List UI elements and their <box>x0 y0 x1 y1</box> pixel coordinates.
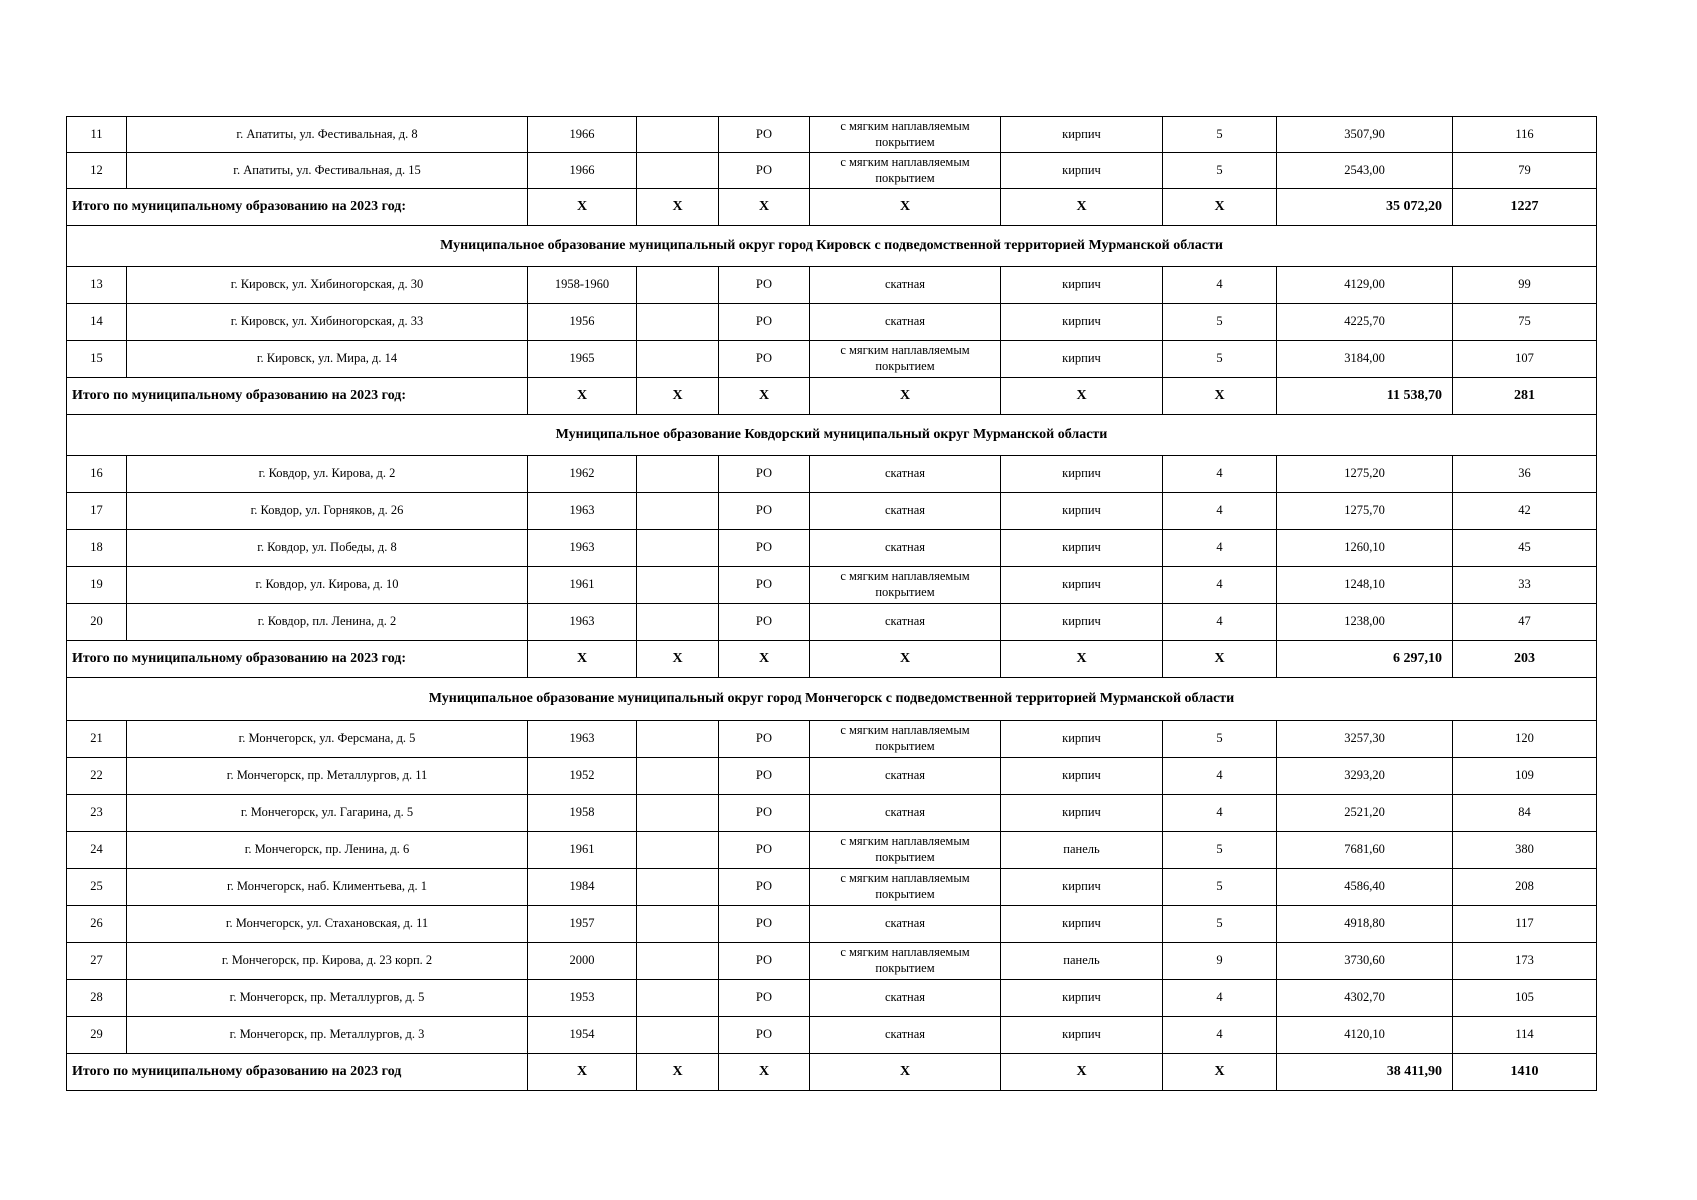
residents-cell: 109 <box>1453 758 1597 795</box>
residents-cell: 120 <box>1453 721 1597 758</box>
buildings-table <box>66 116 1597 1091</box>
total-x: X <box>528 189 637 226</box>
table-row <box>67 758 1597 795</box>
floors-cell: 5 <box>1163 869 1277 906</box>
address-cell: г. Мончегорск, пр. Кирова, д. 23 корп. 2 <box>127 943 528 980</box>
address-cell: г. Мончегорск, пр. Металлургов, д. 11 <box>127 758 528 795</box>
type-cell: РО <box>719 943 810 980</box>
empty-cell <box>637 795 719 832</box>
total-x: X <box>528 378 637 415</box>
area-cell: 4129,00 <box>1277 267 1453 304</box>
address-cell: г. Мончегорск, пр. Металлургов, д. 3 <box>127 1017 528 1054</box>
floors-cell: 5 <box>1163 341 1277 378</box>
year-cell: 1952 <box>528 758 637 795</box>
address-cell: г. Мончегорск, ул. Ферсмана, д. 5 <box>127 721 528 758</box>
material-cell: кирпич <box>1001 869 1163 906</box>
row-number: 11 <box>67 117 127 153</box>
year-cell: 1958-1960 <box>528 267 637 304</box>
total-area: 38 411,90 <box>1277 1054 1453 1091</box>
material-cell: кирпич <box>1001 153 1163 189</box>
material-cell: кирпич <box>1001 341 1163 378</box>
area-cell: 4120,10 <box>1277 1017 1453 1054</box>
residents-cell: 107 <box>1453 341 1597 378</box>
type-cell: РО <box>719 758 810 795</box>
material-cell: кирпич <box>1001 758 1163 795</box>
residents-cell: 173 <box>1453 943 1597 980</box>
residents-cell: 79 <box>1453 153 1597 189</box>
year-cell: 1958 <box>528 795 637 832</box>
type-cell: РО <box>719 869 810 906</box>
year-cell: 1963 <box>528 530 637 567</box>
year-cell: 1963 <box>528 604 637 641</box>
table-row <box>67 567 1597 604</box>
material-cell: кирпич <box>1001 1017 1163 1054</box>
table-row <box>67 1017 1597 1054</box>
area-cell: 2521,20 <box>1277 795 1453 832</box>
material-cell: кирпич <box>1001 721 1163 758</box>
area-cell: 4225,70 <box>1277 304 1453 341</box>
empty-cell <box>637 943 719 980</box>
year-cell: 1984 <box>528 869 637 906</box>
residents-cell: 84 <box>1453 795 1597 832</box>
total-x: X <box>637 1054 719 1091</box>
area-cell: 1238,00 <box>1277 604 1453 641</box>
table-row <box>67 304 1597 341</box>
table-row <box>67 906 1597 943</box>
type-cell: РО <box>719 980 810 1017</box>
type-cell: РО <box>719 1017 810 1054</box>
floors-cell: 4 <box>1163 493 1277 530</box>
table-row <box>67 604 1597 641</box>
address-cell: г. Кировск, ул. Мира, д. 14 <box>127 341 528 378</box>
floors-cell: 4 <box>1163 530 1277 567</box>
section-header-row <box>67 415 1597 456</box>
address-cell: г. Кировск, ул. Хибиногорская, д. 33 <box>127 304 528 341</box>
empty-cell <box>637 304 719 341</box>
row-number: 24 <box>67 832 127 869</box>
roof-cell: скатная <box>810 493 1001 530</box>
type-cell: РО <box>719 456 810 493</box>
year-cell: 1963 <box>528 721 637 758</box>
year-cell: 1965 <box>528 341 637 378</box>
year-cell: 1954 <box>528 1017 637 1054</box>
table-row <box>67 493 1597 530</box>
total-residents: 1227 <box>1453 189 1597 226</box>
address-cell: г. Апатиты, ул. Фестивальная, д. 15 <box>127 153 528 189</box>
floors-cell: 4 <box>1163 1017 1277 1054</box>
type-cell: РО <box>719 906 810 943</box>
table-row <box>67 153 1597 189</box>
floors-cell: 9 <box>1163 943 1277 980</box>
type-cell: РО <box>719 721 810 758</box>
roof-cell: с мягким наплавляемым покрытием <box>810 567 1001 604</box>
roof-cell: с мягким наплавляемым покрытием <box>810 117 1001 153</box>
type-cell: РО <box>719 341 810 378</box>
year-cell: 1961 <box>528 567 637 604</box>
total-label: Итого по муниципальному образованию на 2023 год: <box>67 641 528 678</box>
total-residents: 203 <box>1453 641 1597 678</box>
table-row <box>67 980 1597 1017</box>
material-cell: кирпич <box>1001 117 1163 153</box>
area-cell: 7681,60 <box>1277 832 1453 869</box>
address-cell: г. Апатиты, ул. Фестивальная, д. 8 <box>127 117 528 153</box>
floors-cell: 5 <box>1163 721 1277 758</box>
address-cell: г. Мончегорск, пр. Металлургов, д. 5 <box>127 980 528 1017</box>
type-cell: РО <box>719 795 810 832</box>
area-cell: 1248,10 <box>1277 567 1453 604</box>
row-number: 19 <box>67 567 127 604</box>
area-cell: 1275,20 <box>1277 456 1453 493</box>
residents-cell: 33 <box>1453 567 1597 604</box>
empty-cell <box>637 153 719 189</box>
empty-cell <box>637 906 719 943</box>
roof-cell: скатная <box>810 795 1001 832</box>
total-x: X <box>1001 1054 1163 1091</box>
floors-cell: 5 <box>1163 153 1277 189</box>
residents-cell: 75 <box>1453 304 1597 341</box>
area-cell: 3293,20 <box>1277 758 1453 795</box>
residents-cell: 36 <box>1453 456 1597 493</box>
address-cell: г. Мончегорск, наб. Климентьева, д. 1 <box>127 869 528 906</box>
total-x: X <box>637 189 719 226</box>
total-x: X <box>810 378 1001 415</box>
type-cell: РО <box>719 832 810 869</box>
table-row <box>67 456 1597 493</box>
floors-cell: 5 <box>1163 832 1277 869</box>
year-cell: 1963 <box>528 493 637 530</box>
type-cell: РО <box>719 304 810 341</box>
row-number: 15 <box>67 341 127 378</box>
section-header-row <box>67 678 1597 721</box>
residents-cell: 114 <box>1453 1017 1597 1054</box>
total-row <box>67 641 1597 678</box>
year-cell: 1966 <box>528 117 637 153</box>
type-cell: РО <box>719 567 810 604</box>
year-cell: 2000 <box>528 943 637 980</box>
area-cell: 4918,80 <box>1277 906 1453 943</box>
table-row <box>67 530 1597 567</box>
residents-cell: 42 <box>1453 493 1597 530</box>
material-cell: кирпич <box>1001 530 1163 567</box>
row-number: 21 <box>67 721 127 758</box>
residents-cell: 99 <box>1453 267 1597 304</box>
total-row <box>67 1054 1597 1091</box>
total-x: X <box>1001 641 1163 678</box>
floors-cell: 4 <box>1163 567 1277 604</box>
address-cell: г. Ковдор, ул. Победы, д. 8 <box>127 530 528 567</box>
total-residents: 1410 <box>1453 1054 1597 1091</box>
total-label: Итого по муниципальному образованию на 2023 год: <box>67 378 528 415</box>
roof-cell: скатная <box>810 267 1001 304</box>
empty-cell <box>637 721 719 758</box>
roof-cell: скатная <box>810 906 1001 943</box>
material-cell: кирпич <box>1001 304 1163 341</box>
empty-cell <box>637 869 719 906</box>
type-cell: РО <box>719 267 810 304</box>
row-number: 26 <box>67 906 127 943</box>
floors-cell: 4 <box>1163 980 1277 1017</box>
total-x: X <box>810 1054 1001 1091</box>
year-cell: 1956 <box>528 304 637 341</box>
material-cell: кирпич <box>1001 267 1163 304</box>
empty-cell <box>637 758 719 795</box>
area-cell: 3507,90 <box>1277 117 1453 153</box>
residents-cell: 117 <box>1453 906 1597 943</box>
empty-cell <box>637 567 719 604</box>
table-row <box>67 943 1597 980</box>
row-number: 13 <box>67 267 127 304</box>
material-cell: кирпич <box>1001 567 1163 604</box>
total-x: X <box>719 641 810 678</box>
floors-cell: 4 <box>1163 267 1277 304</box>
roof-cell: с мягким наплавляемым покрытием <box>810 153 1001 189</box>
area-cell: 2543,00 <box>1277 153 1453 189</box>
total-area: 35 072,20 <box>1277 189 1453 226</box>
floors-cell: 4 <box>1163 795 1277 832</box>
address-cell: г. Ковдор, ул. Кирова, д. 10 <box>127 567 528 604</box>
type-cell: РО <box>719 493 810 530</box>
roof-cell: скатная <box>810 758 1001 795</box>
table-row <box>67 795 1597 832</box>
total-x: X <box>637 641 719 678</box>
area-cell: 1260,10 <box>1277 530 1453 567</box>
material-cell: кирпич <box>1001 906 1163 943</box>
material-cell: кирпич <box>1001 456 1163 493</box>
floors-cell: 4 <box>1163 456 1277 493</box>
total-x: X <box>1163 378 1277 415</box>
area-cell: 1275,70 <box>1277 493 1453 530</box>
floors-cell: 4 <box>1163 758 1277 795</box>
total-residents: 281 <box>1453 378 1597 415</box>
total-x: X <box>1163 189 1277 226</box>
total-x: X <box>719 378 810 415</box>
row-number: 28 <box>67 980 127 1017</box>
area-cell: 3730,60 <box>1277 943 1453 980</box>
roof-cell: скатная <box>810 1017 1001 1054</box>
empty-cell <box>637 493 719 530</box>
total-row <box>67 189 1597 226</box>
area-cell: 4302,70 <box>1277 980 1453 1017</box>
total-x: X <box>810 189 1001 226</box>
section-header: Муниципальное образование муниципальный округ город Мончегорск с подведомственной территорией Мурманской области <box>67 678 1597 721</box>
roof-cell: скатная <box>810 456 1001 493</box>
floors-cell: 4 <box>1163 604 1277 641</box>
total-x: X <box>637 378 719 415</box>
row-number: 27 <box>67 943 127 980</box>
row-number: 29 <box>67 1017 127 1054</box>
row-number: 14 <box>67 304 127 341</box>
material-cell: кирпич <box>1001 980 1163 1017</box>
area-cell: 3257,30 <box>1277 721 1453 758</box>
roof-cell: скатная <box>810 604 1001 641</box>
material-cell: кирпич <box>1001 604 1163 641</box>
residents-cell: 105 <box>1453 980 1597 1017</box>
empty-cell <box>637 341 719 378</box>
address-cell: г. Мончегорск, ул. Гагарина, д. 5 <box>127 795 528 832</box>
total-area: 6 297,10 <box>1277 641 1453 678</box>
empty-cell <box>637 456 719 493</box>
address-cell: г. Мончегорск, ул. Стахановская, д. 11 <box>127 906 528 943</box>
roof-cell: с мягким наплавляемым покрытием <box>810 341 1001 378</box>
total-label: Итого по муниципальному образованию на 2023 год: <box>67 189 528 226</box>
residents-cell: 47 <box>1453 604 1597 641</box>
year-cell: 1953 <box>528 980 637 1017</box>
type-cell: РО <box>719 117 810 153</box>
floors-cell: 5 <box>1163 117 1277 153</box>
total-x: X <box>528 1054 637 1091</box>
total-x: X <box>810 641 1001 678</box>
address-cell: г. Кировск, ул. Хибиногорская, д. 30 <box>127 267 528 304</box>
year-cell: 1966 <box>528 153 637 189</box>
roof-cell: скатная <box>810 530 1001 567</box>
address-cell: г. Ковдор, ул. Кирова, д. 2 <box>127 456 528 493</box>
row-number: 12 <box>67 153 127 189</box>
empty-cell <box>637 530 719 567</box>
floors-cell: 5 <box>1163 906 1277 943</box>
empty-cell <box>637 1017 719 1054</box>
total-x: X <box>1001 378 1163 415</box>
material-cell: панель <box>1001 832 1163 869</box>
residents-cell: 45 <box>1453 530 1597 567</box>
section-header: Муниципальное образование муниципальный округ город Кировск с подведомственной территорией Мурманской области <box>67 226 1597 267</box>
total-row <box>67 378 1597 415</box>
total-area: 11 538,70 <box>1277 378 1453 415</box>
total-x: X <box>528 641 637 678</box>
empty-cell <box>637 604 719 641</box>
year-cell: 1957 <box>528 906 637 943</box>
roof-cell: с мягким наплавляемым покрытием <box>810 869 1001 906</box>
section-header: Муниципальное образование Ковдорский муниципальный округ Мурманской области <box>67 415 1597 456</box>
address-cell: г. Мончегорск, пр. Ленина, д. 6 <box>127 832 528 869</box>
table-row <box>67 341 1597 378</box>
roof-cell: скатная <box>810 980 1001 1017</box>
total-x: X <box>719 189 810 226</box>
total-x: X <box>1001 189 1163 226</box>
residents-cell: 208 <box>1453 869 1597 906</box>
empty-cell <box>637 980 719 1017</box>
total-label: Итого по муниципальному образованию на 2023 год <box>67 1054 528 1091</box>
table-row <box>67 267 1597 304</box>
year-cell: 1962 <box>528 456 637 493</box>
total-x: X <box>719 1054 810 1091</box>
floors-cell: 5 <box>1163 304 1277 341</box>
area-cell: 4586,40 <box>1277 869 1453 906</box>
address-cell: г. Ковдор, ул. Горняков, д. 26 <box>127 493 528 530</box>
material-cell: кирпич <box>1001 795 1163 832</box>
residents-cell: 116 <box>1453 117 1597 153</box>
row-number: 16 <box>67 456 127 493</box>
row-number: 23 <box>67 795 127 832</box>
residents-cell: 380 <box>1453 832 1597 869</box>
table-row <box>67 832 1597 869</box>
total-x: X <box>1163 641 1277 678</box>
type-cell: РО <box>719 153 810 189</box>
row-number: 25 <box>67 869 127 906</box>
roof-cell: с мягким наплавляемым покрытием <box>810 721 1001 758</box>
table-row <box>67 869 1597 906</box>
address-cell: г. Ковдор, пл. Ленина, д. 2 <box>127 604 528 641</box>
section-header-row <box>67 226 1597 267</box>
row-number: 18 <box>67 530 127 567</box>
area-cell: 3184,00 <box>1277 341 1453 378</box>
row-number: 20 <box>67 604 127 641</box>
material-cell: кирпич <box>1001 493 1163 530</box>
type-cell: РО <box>719 530 810 567</box>
row-number: 17 <box>67 493 127 530</box>
roof-cell: скатная <box>810 304 1001 341</box>
year-cell: 1961 <box>528 832 637 869</box>
type-cell: РО <box>719 604 810 641</box>
empty-cell <box>637 117 719 153</box>
roof-cell: с мягким наплавляемым покрытием <box>810 832 1001 869</box>
table-row <box>67 721 1597 758</box>
total-x: X <box>1163 1054 1277 1091</box>
roof-cell: с мягким наплавляемым покрытием <box>810 943 1001 980</box>
table-row <box>67 117 1597 153</box>
empty-cell <box>637 267 719 304</box>
row-number: 22 <box>67 758 127 795</box>
material-cell: панель <box>1001 943 1163 980</box>
empty-cell <box>637 832 719 869</box>
